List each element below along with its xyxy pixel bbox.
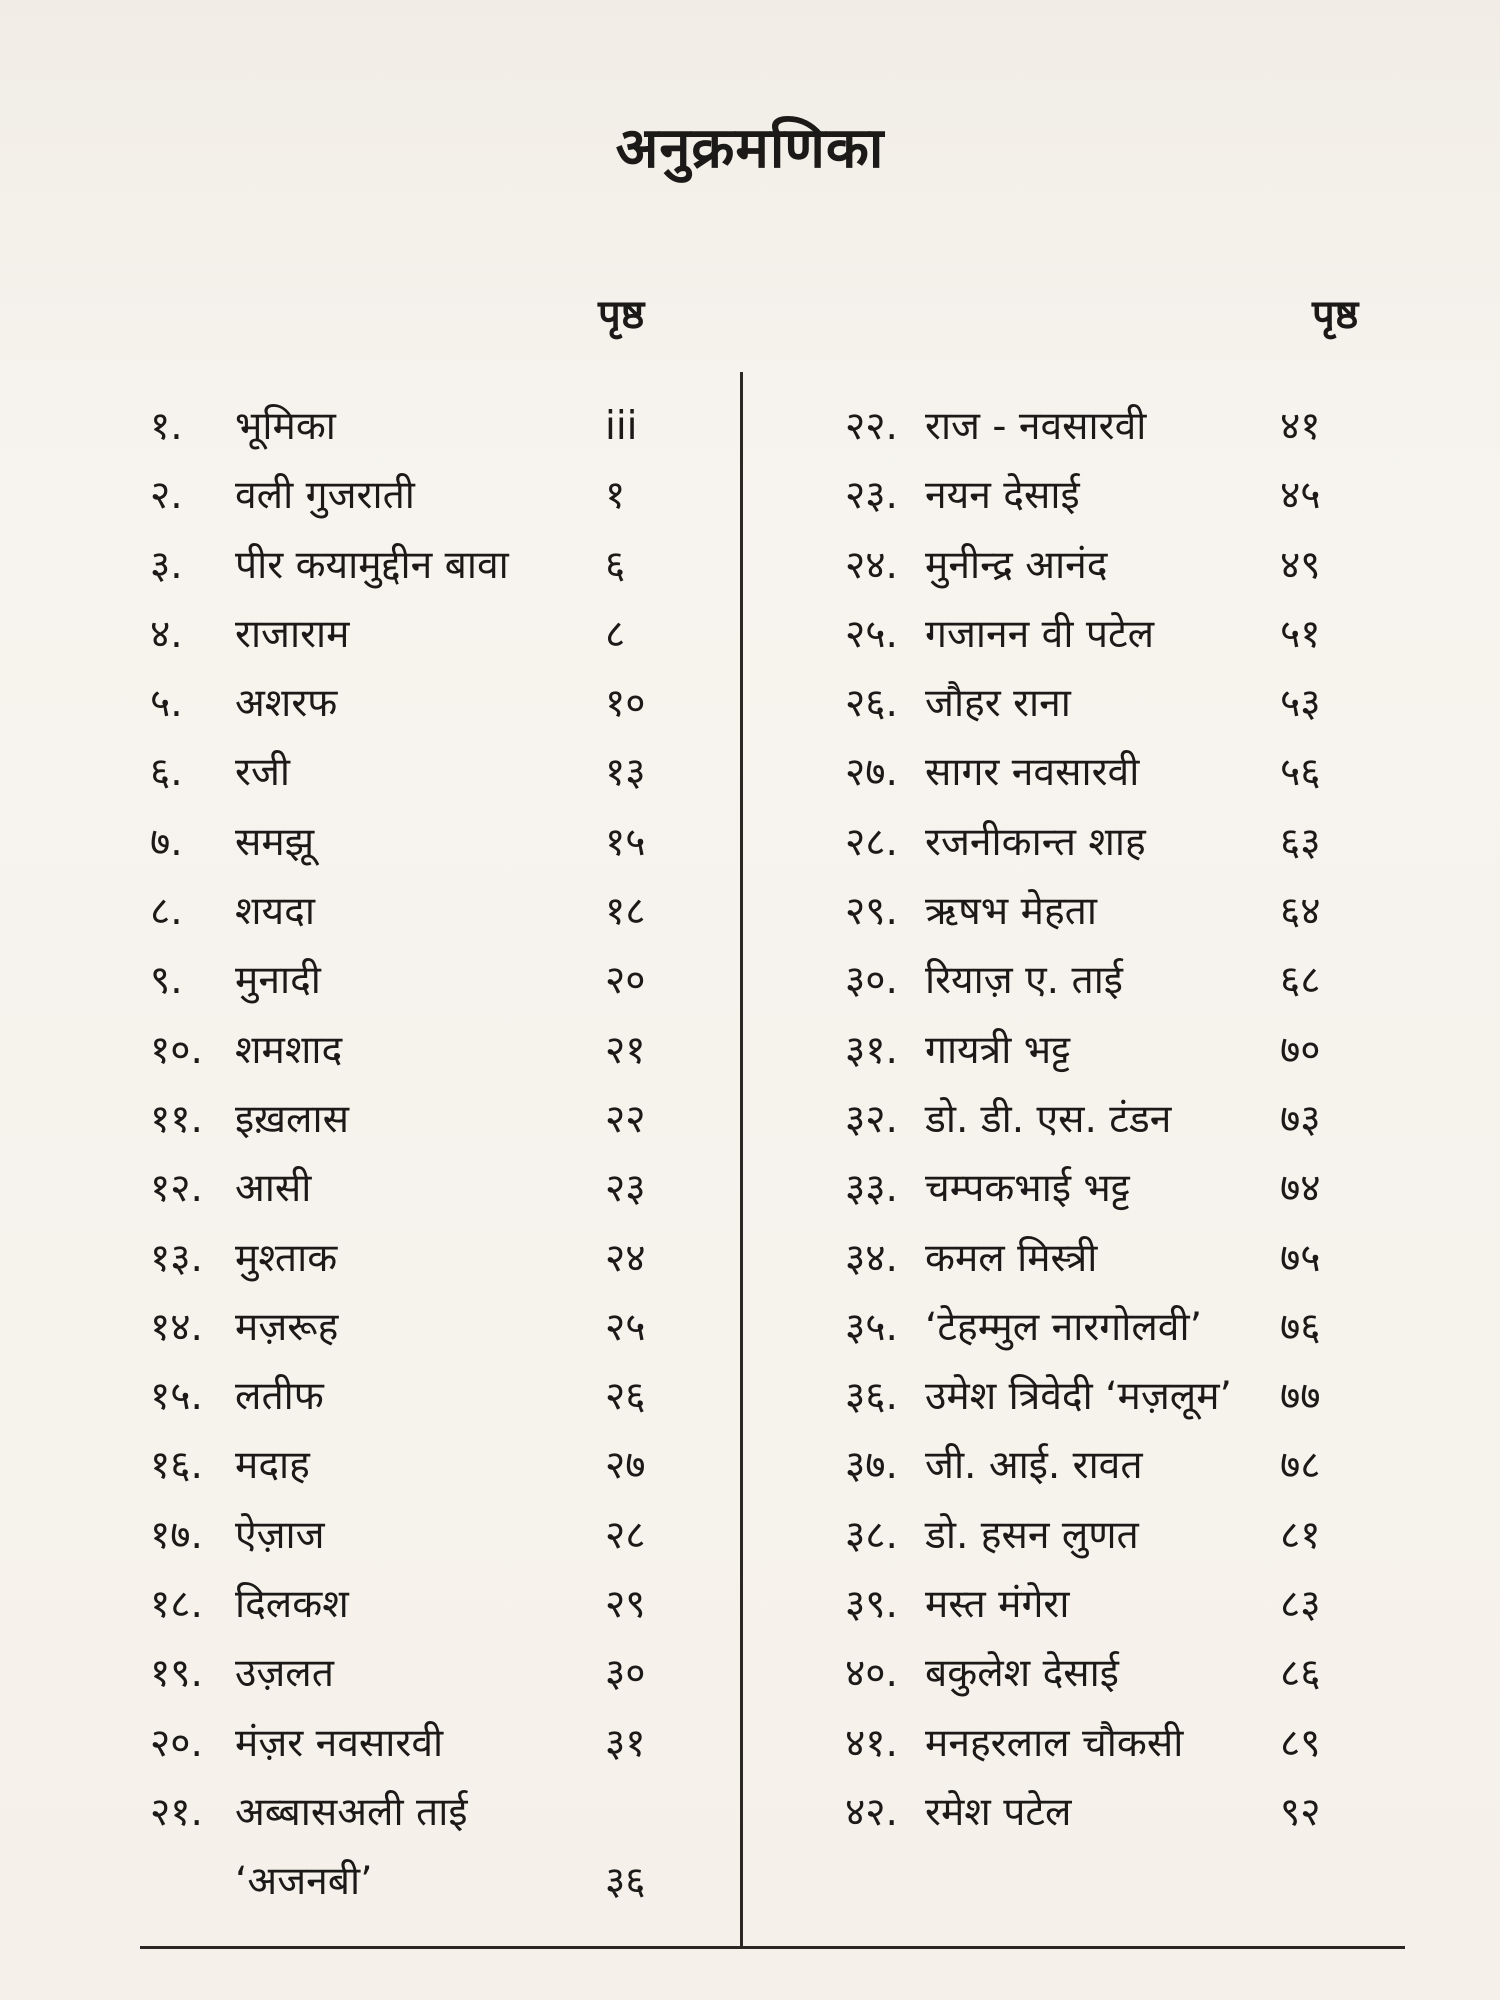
entry-title: सागर नवसारवी [925,750,1140,796]
entry-title: समझू [235,819,315,865]
entry-page: ७४ [1280,1166,1321,1212]
entry-number: ५. [150,681,183,727]
entry-title: चम्पकभाई भट्ट [925,1166,1130,1212]
entry-number: ३६. [845,1374,898,1420]
entry-title: मनहरलाल चौकसी [925,1720,1184,1766]
toc-entry [845,1085,1355,1154]
entry-title-line1: अब्बासअली ताई [235,1789,468,1835]
entry-title: रमेश पटेल [925,1789,1072,1835]
entry-number: ४०. [845,1651,898,1697]
entry-title: मस्त मंगेरा [925,1582,1070,1628]
bottom-rule [140,1946,1405,1949]
entry-title: डो. डी. एस. टंडन [925,1096,1172,1142]
toc-entry [845,1778,1355,1847]
entry-page: ७८ [1280,1443,1321,1489]
entry-title: भूमिका [235,404,336,449]
toc-entry [845,808,1355,877]
toc-entry [845,1639,1355,1708]
entry-page: २८ [605,1512,646,1558]
entry-page: २० [605,958,646,1004]
entry-number: ३०. [845,958,898,1004]
toc-entry [150,877,660,946]
entry-title: जौहर राना [925,681,1071,727]
entry-title: वली गुजराती [235,473,415,519]
entry-title: मंज़र नवसारवी [235,1720,444,1766]
entry-page: २३ [605,1166,646,1212]
entry-number: ३२. [845,1096,898,1142]
entry-number: ३. [150,542,183,588]
entry-number: २३. [845,473,898,519]
toc-entry [845,946,1355,1015]
toc-entry [845,1224,1355,1293]
toc-entry [845,1362,1355,1431]
entry-number: २५. [845,611,898,657]
entry-number: ७. [150,819,183,865]
entry-page: २२ [605,1096,646,1142]
entry-page: १५ [605,819,646,865]
entry-number: १०. [150,1027,203,1073]
entry-number: २६. [845,681,898,727]
entry-title: गायत्री भट्ट [925,1027,1071,1073]
entry-title: बकुलेश देसाई [925,1651,1119,1697]
entry-page: ८९ [1280,1720,1321,1766]
entry-title: मुनादी [235,958,321,1004]
toc-entry [845,1293,1355,1362]
entry-number: २७. [845,750,898,796]
entry-page: १० [605,681,646,727]
entry-number: १. [150,404,183,449]
entry-page: ७६ [1280,1304,1321,1350]
entry-title: जी. आई. रावत [925,1443,1143,1489]
entry-title: गजानन वी पटेल [925,611,1155,657]
page-title: अनुक्रमणिका [615,116,885,181]
toc-entry [845,531,1355,600]
toc-entry [845,877,1355,946]
entry-title-line2: ‘अजनबी’ [235,1858,373,1904]
entry-title: मुनीन्द्र आनंद [925,542,1108,588]
entry-page: ६३ [1280,819,1321,865]
entry-title: आसी [235,1166,312,1212]
toc-entry [845,1501,1355,1570]
entry-title: कमल मिस्त्री [925,1235,1098,1281]
toc-entry [150,1639,660,1708]
entry-title: शमशाद [235,1027,343,1073]
entry-page: ६८ [1280,958,1321,1004]
entry-title: दिलकश [235,1582,349,1628]
entry-number: ३१. [845,1027,898,1073]
toc-entry [150,1154,660,1223]
entry-number: १७. [150,1512,203,1558]
entry-page: २५ [605,1304,646,1350]
toc-entry [150,1362,660,1431]
toc-entry [150,1570,660,1639]
entry-number: ४. [150,611,183,657]
entry-title: उज़लत [235,1651,334,1697]
toc-entry [150,738,660,807]
entry-page: १३ [605,750,646,796]
entry-title: मज़रूह [235,1304,339,1350]
entry-title: रजी [235,750,290,796]
toc-entry [845,1154,1355,1223]
entry-page: ८३ [1280,1582,1321,1628]
entry-page: ८६ [1280,1651,1321,1697]
entry-page: ८ [605,611,626,657]
entry-page: ७५ [1280,1235,1321,1281]
entry-page: १ [605,473,626,519]
entry-number: ३७. [845,1443,898,1489]
toc-entry [845,738,1355,807]
entry-number: ३५. [845,1304,898,1350]
entry-page: ३० [605,1651,646,1697]
entry-number: २८. [845,819,898,865]
entry-number: ३९. [845,1582,898,1628]
toc-entry [150,669,660,738]
entry-number: ३४. [845,1235,898,1281]
toc-entry [845,1570,1355,1639]
entry-page: २७ [605,1443,646,1489]
toc-entry [845,392,1355,461]
toc-entry [845,669,1355,738]
entry-page: ३१ [605,1720,646,1766]
entry-page: ९२ [1280,1789,1321,1835]
entry-number: ९. [150,958,183,1004]
entry-page: ७३ [1280,1096,1321,1142]
entry-number: २९. [845,889,898,935]
entry-number: ६. [150,750,183,796]
entry-page: २१ [605,1027,646,1073]
toc-entry [150,1293,660,1362]
entry-title: ऐज़ाज [235,1512,325,1558]
entry-number: १९. [150,1651,203,1697]
entry-number: ४१. [845,1720,898,1766]
entry-title: पीर कयामुद्दीन बावा [235,542,509,588]
toc-entry [150,808,660,877]
entry-number: २१. [150,1789,203,1835]
entry-number: ३३. [845,1166,898,1212]
entry-page: ४९ [1280,542,1321,588]
toc-entry [845,1431,1355,1500]
entry-page: २९ [605,1582,646,1628]
entry-number: १८. [150,1582,203,1628]
toc-entry [845,600,1355,669]
entry-number: २०. [150,1720,203,1766]
entry-title: ऋषभ मेहता [925,889,1097,935]
entry-page: ५१ [1280,611,1321,657]
entry-title: नयन देसाई [925,473,1080,519]
toc-left-column [150,392,660,1916]
toc-entry [150,1224,660,1293]
entry-page: १८ [605,889,646,935]
entry-page: ३६ [605,1858,646,1904]
entry-page: iii [605,404,638,449]
toc-entry [150,1778,660,1916]
entry-number: १४. [150,1304,203,1350]
entry-number: १६. [150,1443,203,1489]
toc-entry [150,531,660,600]
entry-number: १५. [150,1374,203,1420]
entry-number: १२. [150,1166,203,1212]
toc-entry [150,392,660,461]
entry-title: रजनीकान्त शाह [925,819,1146,865]
toc-entry [150,1085,660,1154]
toc-entry [150,1431,660,1500]
entry-page: ४१ [1280,404,1321,449]
entry-page: २६ [605,1374,646,1420]
page-column-header-right: पृष्ठ [1312,292,1359,338]
entry-title: मदाह [235,1443,310,1489]
entry-title: राजाराम [235,611,350,657]
entry-title: रियाज़ ए. ताई [925,958,1123,1004]
entry-page: ६ [605,542,626,588]
entry-title: इख़लास [235,1096,349,1142]
toc-entry [150,1501,660,1570]
entry-page: ७७ [1280,1374,1321,1420]
toc-entry [150,600,660,669]
entry-page: ४५ [1280,473,1321,519]
entry-page: २४ [605,1235,646,1281]
entry-page: ८१ [1280,1512,1321,1558]
entry-page: ५३ [1280,681,1321,727]
entry-number: ३८. [845,1512,898,1558]
entry-number: ८. [150,889,183,935]
entry-page: ५६ [1280,750,1321,796]
entry-title: लतीफ [235,1374,324,1420]
entry-number: २. [150,473,183,519]
entry-number: १३. [150,1235,203,1281]
entry-title: शयदा [235,889,315,935]
entry-page: ७० [1280,1027,1321,1073]
entry-number: ४२. [845,1789,898,1835]
entry-title: अशरफ [235,681,338,727]
entry-page: ६४ [1280,889,1321,935]
entry-title [235,1778,467,1916]
page-column-header-left: पृष्ठ [598,292,645,338]
toc-right-column [845,392,1355,1847]
entry-number: २२. [845,404,898,449]
entry-title: मुश्ताक [235,1235,338,1281]
entry-title: ‘टेहम्मुल नारगोलवी’ [925,1304,1202,1350]
toc-entry [150,461,660,530]
toc-entry [845,1016,1355,1085]
entry-title: राज - नवसारवी [925,404,1147,449]
toc-entry [150,946,660,1015]
entry-title: उमेश त्रिवेदी ‘मज़लूम’ [925,1374,1232,1420]
entry-number: ११. [150,1096,203,1142]
entry-number: २४. [845,542,898,588]
entry-title: डो. हसन लुणत [925,1512,1139,1558]
column-divider [740,372,743,1947]
toc-entry [150,1709,660,1778]
toc-entry [845,461,1355,530]
toc-entry [150,1016,660,1085]
toc-entry [845,1709,1355,1778]
